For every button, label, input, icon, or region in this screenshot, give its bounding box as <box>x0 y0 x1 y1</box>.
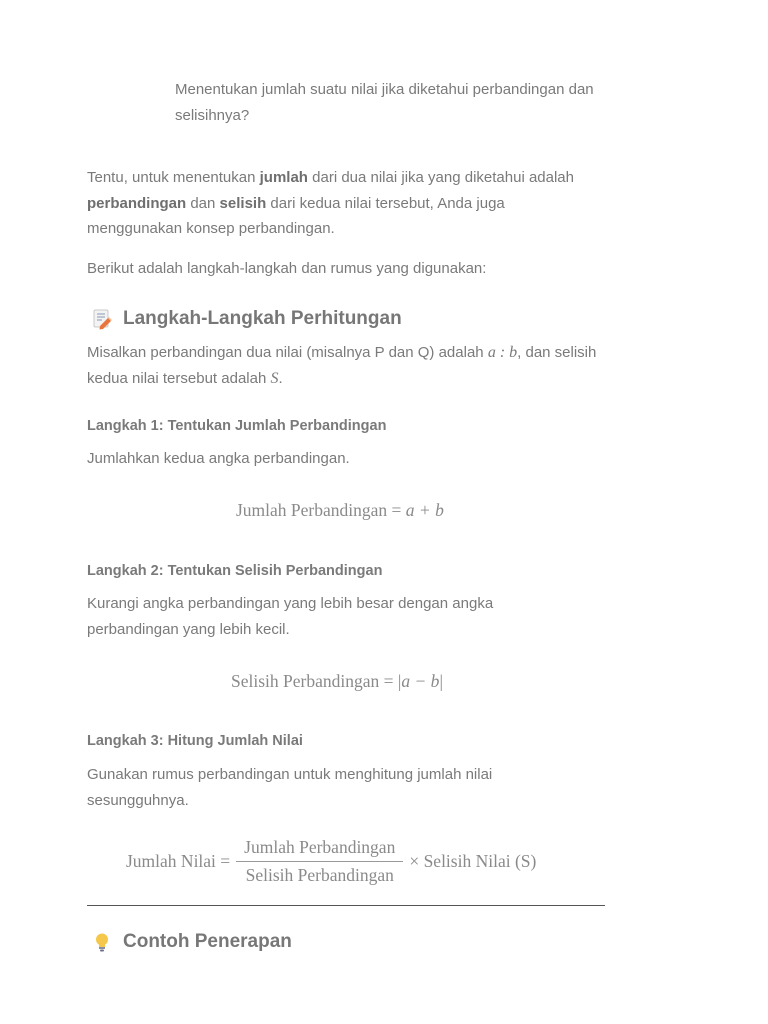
math-ratio: a : b <box>487 344 518 361</box>
horizontal-divider <box>87 905 605 906</box>
section-title-steps: Langkah-Langkah Perhitungan <box>123 308 402 329</box>
bold-selisih: selisih <box>219 194 267 212</box>
section-heading-steps <box>87 308 402 330</box>
intro-paragraph-2: Berikut adalah langkah-langkah dan rumus yang digunakan: <box>87 260 487 277</box>
step-2-description: Kurangi angka perbandingan yang lebih besar dengan angka perbandingan yang lebih kecil. <box>87 595 494 638</box>
section-heading-example <box>87 931 292 953</box>
lightbulb-icon <box>91 931 113 953</box>
fraction-denominator: Selisih Perbandingan <box>245 865 394 885</box>
bold-perbandingan: perbandingan <box>87 194 187 212</box>
step-3-title: Langkah 3: Hitung Jumlah Nilai <box>87 733 303 749</box>
fraction-numerator: Jumlah Perbandingan <box>236 837 403 862</box>
fraction <box>236 837 403 886</box>
bold-jumlah: jumlah <box>259 169 308 186</box>
equation-diff-ratio: Selisih Perbandingan = |a − b| <box>231 671 443 691</box>
step-2-title: Langkah 2: Tentukan Selisih Perbandingan <box>87 563 383 579</box>
step-3-description: Gunakan rumus perbandingan untuk menghitung jumlah nilai sesungguhnya. <box>87 766 493 809</box>
step-1-description: Jumlahkan kedua angka perbandingan. <box>87 450 350 467</box>
math-s: S <box>270 369 279 387</box>
memo-icon <box>91 308 113 330</box>
section-description: Misalkan perbandingan dua nilai (misalnya P dan Q) adalah a : b, dan selisih kedua nilai tersebut adalah S. <box>87 344 597 387</box>
user-question: Menentukan jumlah suatu nilai jika diketahui perbandingan dan selisihnya? <box>175 81 594 124</box>
equation-total-value: Jumlah Nilai = $\frac{\text{Jumlah Perbandingan}}{\text{Selisih Perbandingan}}$ × Selisih Nilai (S) <box>126 837 537 885</box>
section-title-example: Contoh Penerapan <box>123 931 292 952</box>
intro-paragraph: Tentu, untuk menentukan jumlah dari dua nilai jika yang diketahui adalah perbandingan dan selisih dari kedua nilai tersebut, Anda juga menggunakan konsep perbandingan. <box>87 169 574 237</box>
step-1-title: Langkah 1: Tentukan Jumlah Perbandingan <box>87 418 387 434</box>
equation-sum-ratio: Jumlah Perbandingan = a + b <box>236 500 444 520</box>
